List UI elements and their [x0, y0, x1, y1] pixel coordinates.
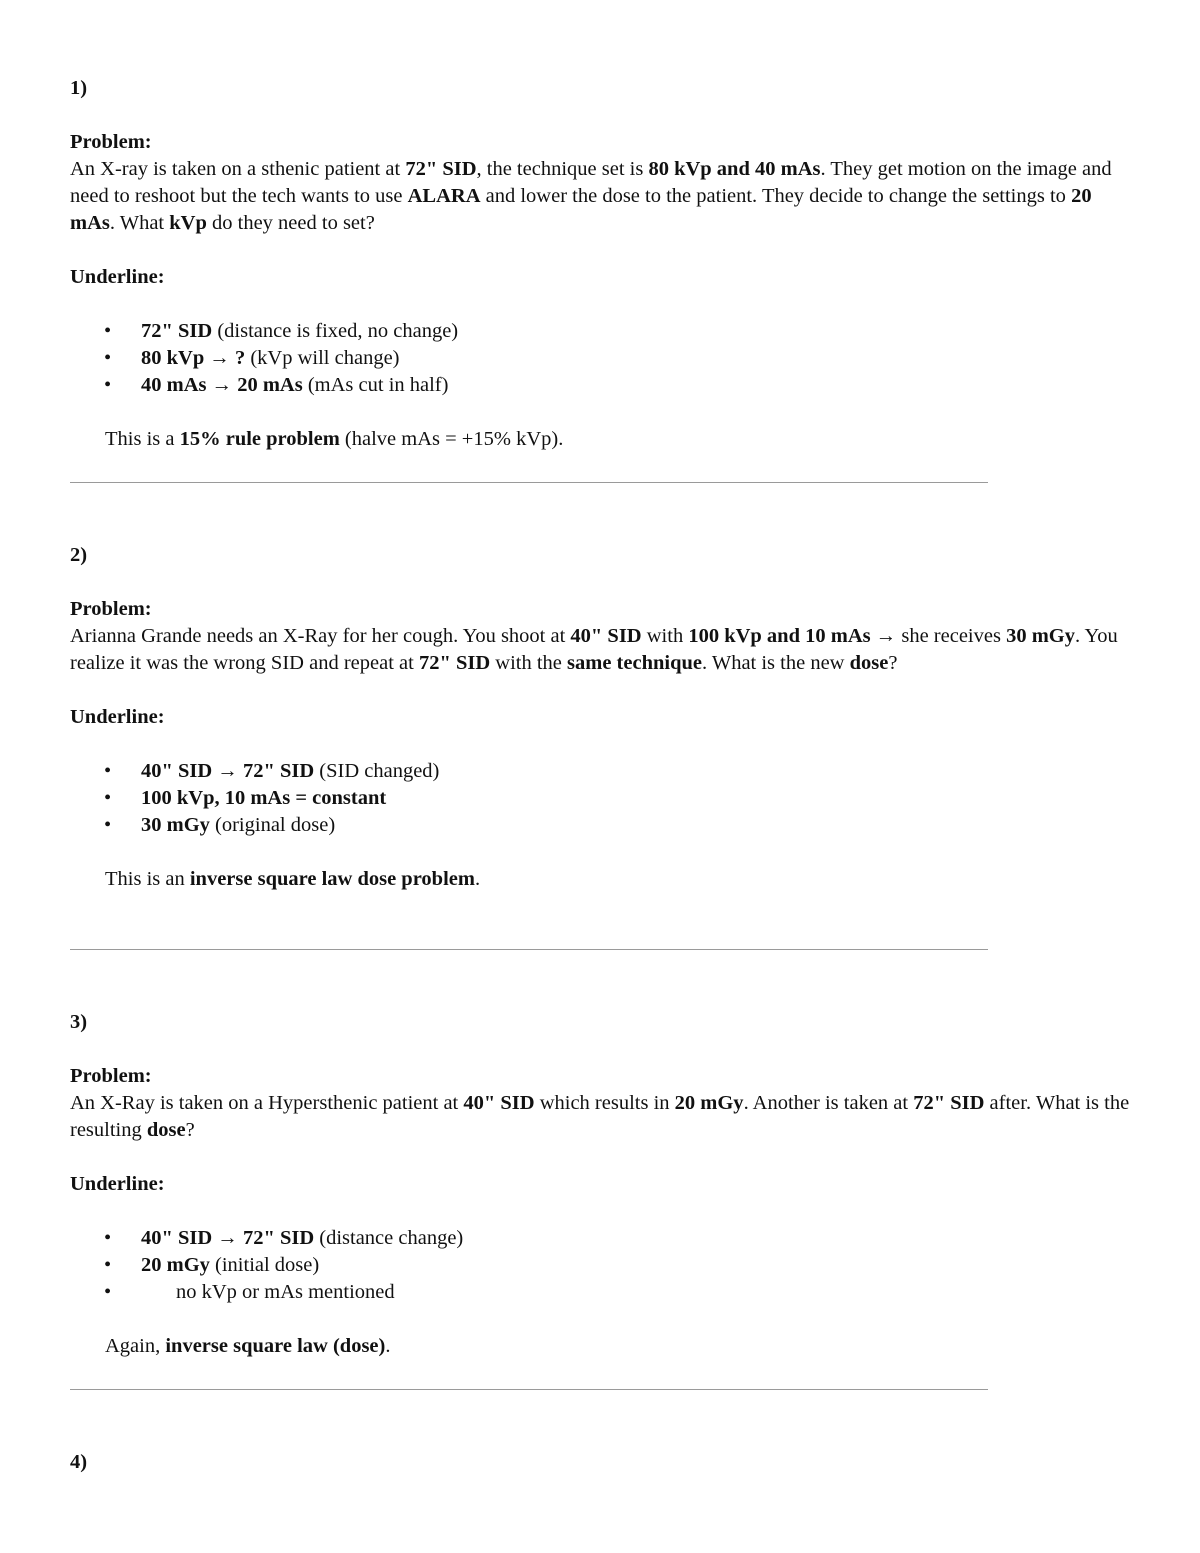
- text-run: ?: [185, 1119, 195, 1141]
- horizontal-rule: [70, 1389, 988, 1390]
- problem-text: [70, 623, 1140, 677]
- bold-text: same technique: [567, 652, 702, 674]
- bold-text: inverse square law dose problem: [189, 868, 475, 890]
- bullet-bold-text: 30 mGy: [141, 814, 210, 836]
- text-run: Again,: [105, 1335, 166, 1357]
- text-run: An X-Ray is taken on a Hypersthenic patient at: [70, 1092, 464, 1114]
- text-run: . What: [109, 212, 170, 234]
- text-run: with the: [490, 652, 568, 674]
- text-run: do they need to set?: [206, 212, 375, 234]
- problem-number: 1): [70, 77, 88, 99]
- horizontal-rule: [70, 949, 988, 950]
- bold-text: 72" SID: [405, 158, 477, 180]
- text-run: .: [385, 1335, 391, 1357]
- bullet-text: (initial dose): [209, 1254, 320, 1276]
- bullet-text: (SID changed): [314, 760, 440, 782]
- bullet-bold-text: 40" SID → 72" SID: [141, 1227, 315, 1249]
- problem-section-2: [70, 542, 1140, 893]
- bullet-item: [70, 345, 1140, 372]
- text-run: This is an: [105, 868, 190, 890]
- text-run: and lower the dose to the patient. They decide to change the settings to: [480, 185, 1072, 207]
- bullet-bold-text: 80 kVp → ?: [141, 347, 246, 369]
- bullet-item: [70, 1252, 1140, 1279]
- text-run: This is a: [105, 428, 180, 450]
- bold-text: 100 kVp and 10 mAs: [688, 625, 871, 647]
- problem-number: 2): [70, 544, 88, 566]
- bold-text: kVp: [169, 212, 207, 234]
- problem-label: Problem:: [70, 1065, 152, 1087]
- text-run: which results in: [534, 1092, 675, 1114]
- text-run: with: [641, 625, 689, 647]
- problem-section-3: [70, 1009, 1140, 1360]
- horizontal-rule: [70, 482, 988, 483]
- text-run: . You realize it was the wrong SID and repeat at: [70, 625, 1118, 674]
- underline-label: Underline:: [70, 266, 165, 288]
- problem-section-4: [70, 1449, 1140, 1476]
- bullet-item: [70, 785, 1140, 812]
- bullet-text: (original dose): [209, 814, 336, 836]
- problem-number: 3): [70, 1011, 88, 1033]
- bullet-bold-text: 72" SID: [141, 320, 213, 342]
- bold-text: 72" SID: [418, 652, 491, 674]
- bold-text: 72" SID: [913, 1092, 985, 1114]
- text-run: . Another is taken at: [743, 1092, 914, 1114]
- text-run: .: [474, 868, 481, 890]
- text-run: → she receives: [870, 625, 1007, 647]
- problem-text: [70, 1090, 1140, 1144]
- bold-text: 40" SID: [570, 625, 642, 647]
- bold-text: 80 kVp and 40 mAs: [648, 158, 821, 180]
- bold-text: 40" SID: [463, 1092, 535, 1114]
- underline-label: Underline:: [70, 706, 165, 728]
- bold-text: dose: [849, 652, 889, 674]
- problem-section-1: [70, 75, 1140, 453]
- text-run: (halve mAs = +15% kVp).: [339, 428, 564, 450]
- text-run: , the technique set is: [476, 158, 649, 180]
- text-run: An X-ray is taken on a sthenic patient at: [70, 158, 406, 180]
- text-run: . They get motion on the image and need to reshoot but the tech wants to use: [70, 158, 1112, 207]
- bullet-text: (kVp will change): [245, 347, 400, 369]
- bullet-bold-text: 100 kVp, 10 mAs = constant: [141, 787, 387, 809]
- bold-text: inverse square law (dose): [165, 1335, 386, 1357]
- bullet-bold-text: 40" SID → 72" SID: [141, 760, 315, 782]
- summary-text: [70, 866, 1140, 893]
- bullet-text: (distance change): [314, 1227, 464, 1249]
- bold-text: 30 mGy: [1006, 625, 1075, 647]
- problem-label: Problem:: [70, 598, 152, 620]
- underline-list: [70, 318, 1140, 399]
- text-run: ?: [888, 652, 898, 674]
- text-run: after. What is the resulting: [70, 1092, 1130, 1141]
- summary-text: [70, 426, 1140, 453]
- problem-label: Problem:: [70, 131, 152, 153]
- bullet-item: [70, 812, 1140, 839]
- bullet-item: [70, 758, 1140, 785]
- bold-text: 20 mAs: [70, 185, 1092, 234]
- bullet-text: no kVp or mAs mentioned: [176, 1281, 395, 1303]
- underline-label: Underline:: [70, 1173, 165, 1195]
- underline-list: [70, 758, 1140, 839]
- bullet-text: (distance is fixed, no change): [212, 320, 459, 342]
- bold-text: 20 mGy: [674, 1092, 744, 1114]
- underline-list: [70, 1225, 1140, 1306]
- text-run: . What is the new: [701, 652, 850, 674]
- bold-text: ALARA: [407, 185, 481, 207]
- bullet-bold-text: 40 mAs → 20 mAs: [141, 374, 303, 396]
- text-run: Arianna Grande needs an X-Ray for her cough. You shoot at: [70, 625, 571, 647]
- bullet-bold-text: 20 mGy: [141, 1254, 210, 1276]
- bold-text: 15% rule problem: [179, 428, 340, 450]
- bold-text: dose: [146, 1119, 186, 1141]
- problem-number: 4): [70, 1451, 88, 1473]
- bullet-item: [70, 1279, 1140, 1306]
- bullet-item: [70, 1225, 1140, 1252]
- bullet-item: [70, 372, 1140, 399]
- bullet-text: (mAs cut in half): [302, 374, 449, 396]
- summary-text: [70, 1333, 1140, 1360]
- problem-text: [70, 156, 1140, 237]
- bullet-item: [70, 318, 1140, 345]
